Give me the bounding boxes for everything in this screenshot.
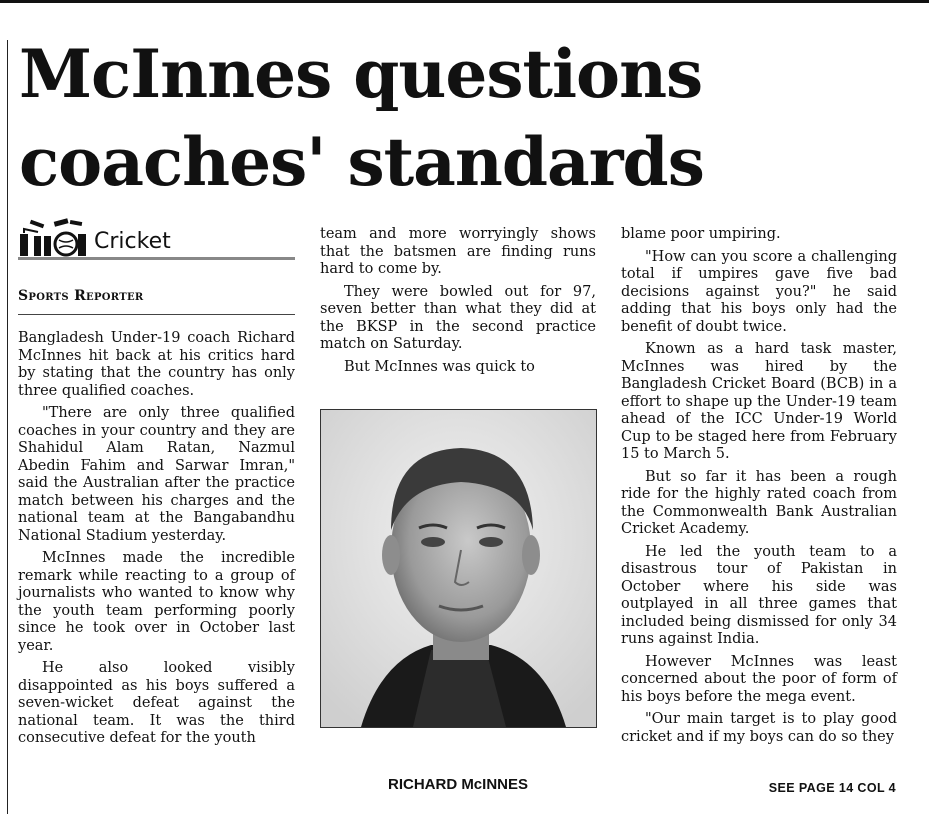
paragraph: "There are only three qualified coaches in your country and they are Shahidul Alam Ratan, Nazmul Abedin Fahim and Sarwar Imran," said the Australian after the practice match between his charges and the national team at the Bangabandhu National Stadium yesterday. [18,405,295,544]
section-logo [18,218,295,266]
column-rule [7,40,8,814]
article-column-3 [621,226,897,746]
paragraph: team and more worryingly shows that the batsmen are finding runs hard to come by. [320,226,596,277]
section-label: Cricket [94,229,171,254]
paragraph: But McInnes was quick to [344,358,535,375]
paragraph: Known as a hard task master, McInnes was hired by the Bangladesh Cricket Board (BCB) in a effort to shape up the Under-19 team ahead of the ICC Under-19 World Cup to be staged here from February 15 to March 5. [621,341,897,462]
headline: McInnes questions coaches' standards [19,35,704,201]
paragraph: Bangladesh Under-19 coach Richard McInnes hit back at his critics hard by stating that the country has only three qualified coaches. [18,330,295,399]
paragraph: "Our main target is to play good cricket and if my boys can do so they [621,711,897,745]
paragraph: However McInnes was least concerned about the poor of form of his boys before the mega event. [621,653,897,705]
paragraph: He also looked visibly disappointed as his boys suffered a seven-wicket defeat against the national team. It was the third consecutive defeat for the youth [18,660,295,746]
paragraph: blame poor umpiring. [621,226,781,242]
paragraph: But so far it has been a rough ride for the highly rated coach from the Commonwealth Bank Australian Cricket Academy. [621,468,897,537]
top-rule [0,0,929,3]
article-column-1 [18,330,295,748]
paragraph: He led the youth team to a disastrous tour of Pakistan in October where his side was outplayed in all three games that included being dismissed for only 34 runs against India. [621,543,897,647]
paragraph: "How can you score a challenging total if umpires gave five bad decisions against you?" he said adding that his boys only had the benefit of doubt twice. [621,248,897,335]
portrait-photo [320,409,597,728]
section-rule [18,257,295,260]
byline: Sports Reporter [18,288,144,304]
photo-caption: RICHARD McINNES [387,776,528,793]
article-column-2 [320,226,596,376]
paragraph: McInnes made the incredible remark while reacting to a group of journalists who wanted to know why the youth team performing poorly since he took over in October last year. [18,550,295,654]
byline-rule [18,314,295,315]
continuation-note: SEE PAGE 14 COL 4 [768,781,896,795]
paragraph: They were bowled out for 97, seven better than what they did at the BKSP in the second practice match on Saturday. [320,283,596,352]
cricket-stumps-ball-icon [18,218,90,258]
